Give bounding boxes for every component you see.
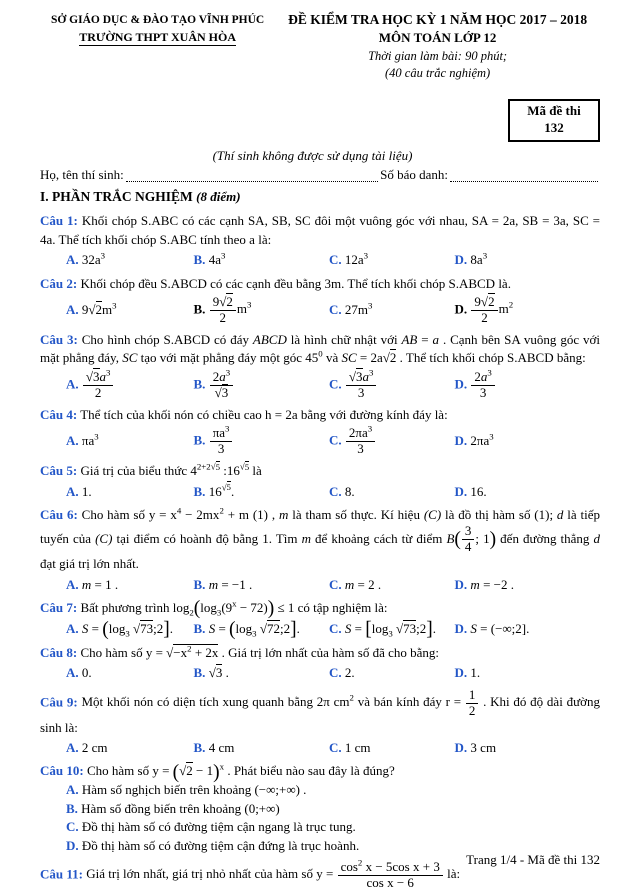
options bbox=[40, 367, 600, 401]
option-text: 1 cm bbox=[344, 739, 371, 755]
option-letter: C. bbox=[329, 376, 342, 392]
question-text: Một khối nón có diện tích xung quanh bằng 2π $cm^2$ và bán kính đáy r = $\frac{1}{2}$ . Khi đó độ dài đường sinh là: bbox=[40, 686, 600, 735]
exam-subject: MÔN TOÁN LỚP 12 bbox=[378, 30, 497, 46]
option-letter: A. bbox=[66, 665, 79, 681]
question-label: Câu 2: bbox=[40, 275, 78, 291]
option-letter: A. bbox=[66, 782, 79, 798]
question-label: Câu 9: bbox=[40, 694, 78, 710]
exam-code-box bbox=[508, 99, 600, 142]
question-text: Khối chóp đều S.ABCD có các cạnh đều bằng 3m. Thể tích khối chóp S.ABCD là. bbox=[80, 275, 511, 291]
option-A bbox=[66, 367, 194, 401]
option-D bbox=[455, 620, 600, 638]
page-header bbox=[0, 0, 625, 83]
question-label: Câu 1: bbox=[40, 213, 78, 229]
option-text: $S = (\log_3$ √73;2]. bbox=[81, 619, 174, 641]
option-D bbox=[455, 432, 600, 450]
question-text: Bất phương trình $\log_2(\log_3(9^x - 72)) \le 1$ có tập nghiệm là: bbox=[80, 598, 388, 620]
option-text: $12a^3$ bbox=[344, 250, 369, 268]
option-A bbox=[66, 432, 194, 450]
option-letter: C. bbox=[329, 576, 342, 592]
option-letter: D. bbox=[454, 739, 468, 755]
question-label: Câu 7: bbox=[40, 600, 78, 616]
options bbox=[40, 576, 600, 594]
options bbox=[40, 620, 600, 639]
option-text: $8a^3$ bbox=[470, 250, 488, 268]
option-letter: A. bbox=[66, 620, 79, 636]
page-footer: Trang 1/4 - Mã đề thi 132 bbox=[466, 851, 600, 867]
options bbox=[40, 483, 600, 501]
option-text: m = 2 . bbox=[344, 576, 382, 592]
option-letter: B. bbox=[193, 483, 206, 499]
options bbox=[40, 251, 600, 269]
option-text: $S = [\log_3$ √73;2]. bbox=[344, 619, 437, 641]
option-letter: D. bbox=[454, 665, 468, 681]
school-dept: SỞ GIÁO DỤC & ĐÀO TẠO VĨNH PHÚC bbox=[50, 14, 265, 26]
option-A bbox=[66, 576, 194, 594]
option-letter: B. bbox=[66, 800, 78, 816]
option-D bbox=[454, 367, 600, 401]
option-text: Hàm số nghịch biến trên khoảng (−∞;+∞) . bbox=[81, 782, 307, 798]
option-letter: B. bbox=[193, 576, 206, 592]
question-label: Câu 10: bbox=[40, 763, 84, 779]
option-text: $2\pi a^3$ bbox=[470, 432, 494, 449]
option-A bbox=[66, 664, 194, 682]
question-label: Câu 6: bbox=[40, 506, 78, 522]
question-label: Câu 11: bbox=[40, 866, 83, 882]
option-letter: D. bbox=[454, 376, 468, 392]
question-6 bbox=[40, 506, 600, 594]
options bbox=[40, 664, 600, 682]
school-block bbox=[40, 10, 275, 83]
questions bbox=[0, 206, 625, 891]
candidate-line bbox=[0, 165, 625, 184]
option-text: 2 cm bbox=[81, 739, 108, 755]
option-text: 4 cm bbox=[208, 739, 235, 755]
option-text: $\frac{2a^3}{3}$ bbox=[470, 376, 495, 391]
question-text: Cho hàm số $y = (√2 - 1)^x$ . Phát biểu nào sau đây là đúng? bbox=[86, 761, 395, 783]
option-text: 3 cm bbox=[470, 739, 497, 755]
question-text: Cho hình chóp S.ABCD có đáy ABCD là hình chữ nhật với AB = a . Cạnh bên SA vuông góc với mặt phẳng đáy, SC tạo với mặt phẳng đáy một góc $45^0$ và SC = 2a√2 . Thể tích khối chóp S.ABCD bằng: bbox=[40, 331, 600, 366]
options bbox=[40, 739, 600, 757]
option-A bbox=[66, 483, 194, 501]
option-letter: C. bbox=[66, 819, 79, 835]
option-C bbox=[329, 620, 455, 639]
candidate-number-label: Số báo danh: bbox=[380, 167, 448, 183]
option-B bbox=[194, 664, 329, 682]
option-text: Đồ thị hàm số có đường tiệm cận ngang là trục tung. bbox=[81, 819, 356, 835]
option-text: $\frac{√3a^3}{2}$ bbox=[82, 376, 115, 391]
option-C bbox=[329, 739, 455, 757]
option-D bbox=[455, 295, 600, 326]
exam-title-block bbox=[275, 10, 600, 83]
option-B bbox=[194, 295, 329, 326]
option-A bbox=[66, 301, 194, 319]
option-B bbox=[193, 367, 329, 401]
question-5 bbox=[40, 462, 600, 501]
option-C bbox=[40, 818, 600, 836]
option-letter: B. bbox=[193, 739, 206, 755]
option-D bbox=[455, 483, 600, 501]
option-text: $27m^3$ bbox=[344, 300, 373, 318]
option-text: $\frac{9√2}{2}$ $m^3$ bbox=[209, 301, 252, 316]
candidate-name-label: Họ, tên thí sinh: bbox=[40, 167, 124, 183]
option-text: m = −2 . bbox=[470, 576, 514, 592]
option-C bbox=[329, 423, 455, 457]
option-text: √3 . bbox=[208, 665, 229, 681]
options bbox=[40, 781, 600, 855]
question-label: Câu 4: bbox=[40, 406, 78, 422]
option-text: $32a^3$ bbox=[81, 250, 106, 268]
option-text: $\frac{√3a^3}{3}$ bbox=[345, 376, 378, 391]
option-text: $\frac{2\pi a^3}{3}$ bbox=[345, 433, 376, 448]
instruction-note: (Thí sinh không được sử dụng tài liệu) bbox=[212, 147, 413, 163]
option-letter: D. bbox=[454, 621, 468, 637]
option-text: $16^{√5}$. bbox=[208, 482, 235, 499]
option-text: 16. bbox=[470, 483, 487, 499]
option-letter: D. bbox=[454, 433, 468, 449]
option-letter: A. bbox=[66, 576, 79, 592]
option-letter: C. bbox=[329, 252, 342, 268]
option-D bbox=[455, 251, 600, 269]
option-B bbox=[194, 739, 329, 757]
option-letter: C. bbox=[329, 620, 342, 636]
dotted-line bbox=[126, 181, 378, 182]
option-text: 0. bbox=[81, 665, 92, 681]
option-letter: B. bbox=[193, 432, 206, 448]
option-letter: C. bbox=[329, 739, 342, 755]
option-A bbox=[66, 251, 194, 269]
option-A bbox=[66, 620, 194, 639]
option-letter: D. bbox=[66, 837, 79, 853]
option-C bbox=[329, 251, 455, 269]
option-B bbox=[194, 576, 329, 594]
question-label: Câu 3: bbox=[40, 331, 78, 347]
option-letter: A. bbox=[66, 739, 79, 755]
option-text: 8. bbox=[344, 483, 355, 499]
option-B bbox=[40, 800, 600, 818]
option-text: Đồ thị hàm số có đường tiệm cận đứng là trục hoành. bbox=[81, 837, 360, 853]
option-B bbox=[194, 251, 329, 269]
question-text: Cho hàm số $y = x^4 - 2mx^2 + m$ (1) , m là tham số thực. Kí hiệu (C) là đồ thị hàm số (1); d là tiếp tuyến của (C) tại điểm có hoành độ bằng 1. Tìm m để khoảng cách từ điểm B( $\frac{3}{4}$ ; 1) đến đường thẳng d đạt giá trị lớn nhất. bbox=[40, 505, 600, 572]
question-label: Câu 8: bbox=[40, 644, 78, 660]
option-letter: C. bbox=[329, 665, 342, 681]
option-letter: D. bbox=[454, 576, 468, 592]
option-letter: D. bbox=[454, 483, 468, 499]
option-B bbox=[194, 483, 329, 501]
question-8 bbox=[40, 644, 600, 683]
question-text: Thể tích của khối nón có chiều cao h = 2a bằng với đường kính đáy là: bbox=[80, 406, 448, 422]
option-D bbox=[455, 576, 600, 594]
option-letter: B. bbox=[193, 620, 206, 636]
option-text: m = −1 . bbox=[208, 576, 253, 592]
option-letter: D. bbox=[454, 252, 468, 268]
option-text: Hàm số đồng biến trên khoảng (0;+∞) bbox=[81, 800, 280, 816]
option-text: $\frac{\pi a^3}{3}$ bbox=[209, 433, 234, 448]
question-text: Giá trị của biểu thức $4^{2+2√5}$ $:16^{√5}$ là bbox=[80, 461, 262, 479]
option-letter: B. bbox=[193, 301, 206, 317]
question-2 bbox=[40, 275, 600, 326]
option-letter: A. bbox=[66, 252, 79, 268]
option-C bbox=[329, 664, 455, 682]
option-letter: B. bbox=[193, 665, 206, 681]
time-info: Thời gian làm bài: 90 phút; bbox=[368, 48, 508, 63]
question-text: Cho hàm số $y = √-x^2 + 2x$ . Giá trị lớn nhất của hàm số đã cho bằng: bbox=[80, 643, 439, 660]
option-C bbox=[329, 576, 455, 594]
option-text: 2. bbox=[344, 665, 355, 681]
exam-title: ĐỀ KIỂM TRA HỌC KỲ 1 NĂM HỌC 2017 – 2018 bbox=[288, 12, 588, 27]
exam-code-value: 132 bbox=[544, 120, 564, 135]
question-9 bbox=[40, 688, 600, 758]
option-D bbox=[455, 739, 600, 757]
option-text: $\frac{2a^3}{√3}$ bbox=[209, 376, 234, 391]
option-letter: A. bbox=[66, 483, 79, 499]
option-C bbox=[329, 483, 455, 501]
option-text: $9√2m^3$ bbox=[81, 300, 117, 318]
exam-code-label: Mã đề thi bbox=[527, 103, 581, 119]
dotted-line bbox=[450, 181, 598, 182]
option-letter: B. bbox=[193, 252, 206, 268]
option-D bbox=[455, 664, 600, 682]
school-name: TRƯỜNG THPT XUÂN HÒA bbox=[79, 29, 236, 46]
option-C bbox=[329, 367, 455, 401]
option-letter: C. bbox=[329, 302, 342, 318]
question-4 bbox=[40, 406, 600, 457]
section-points: (8 điểm) bbox=[196, 188, 241, 204]
question-1 bbox=[40, 212, 600, 269]
question-label: Câu 5: bbox=[40, 463, 78, 479]
option-text: $4a^3$ bbox=[208, 250, 226, 268]
option-B bbox=[193, 423, 329, 457]
question-count: (40 câu trắc nghiệm) bbox=[385, 66, 491, 81]
option-C bbox=[329, 301, 455, 319]
option-letter: A. bbox=[66, 376, 79, 392]
option-A bbox=[66, 739, 194, 757]
section-title: I. PHẦN TRẮC NGHIỆM bbox=[40, 188, 193, 204]
option-letter: C. bbox=[329, 483, 342, 499]
option-text: $S = (\log_3$ √72;2]. bbox=[208, 619, 300, 641]
option-B bbox=[194, 620, 329, 639]
question-text: Khối chóp S.ABC có các cạnh SA, SB, SC đôi một vuông góc với nhau, SA = 2a, SB = 3a, SC = 4a. Thể tích khối chóp S.ABC tính theo a là: bbox=[40, 213, 601, 247]
option-text: S = (−∞;2]. bbox=[470, 621, 530, 637]
option-A bbox=[40, 781, 600, 799]
question-10 bbox=[40, 762, 600, 855]
option-text: $\frac{9√2}{2}$ $m^2$ bbox=[470, 301, 513, 316]
option-text: $\pi a^3$ bbox=[81, 432, 99, 449]
option-text: m = 1 . bbox=[81, 576, 119, 592]
section-heading bbox=[0, 187, 625, 206]
option-text: 1. bbox=[470, 665, 481, 681]
question-3 bbox=[40, 331, 600, 401]
option-letter: D. bbox=[454, 301, 468, 317]
option-text: 1. bbox=[81, 483, 92, 499]
option-letter: A. bbox=[66, 302, 79, 318]
option-letter: A. bbox=[66, 433, 79, 449]
option-letter: C. bbox=[329, 432, 342, 448]
option-letter: B. bbox=[193, 376, 206, 392]
question-7 bbox=[40, 599, 600, 639]
question-text: Giá trị lớn nhất, giá trị nhỏ nhất của hàm số y = $\frac{\cos^2 x - 5\cos x + 3}{\text{cos x − 6}}$ là: bbox=[86, 857, 461, 890]
options bbox=[40, 295, 600, 326]
options bbox=[40, 423, 600, 457]
